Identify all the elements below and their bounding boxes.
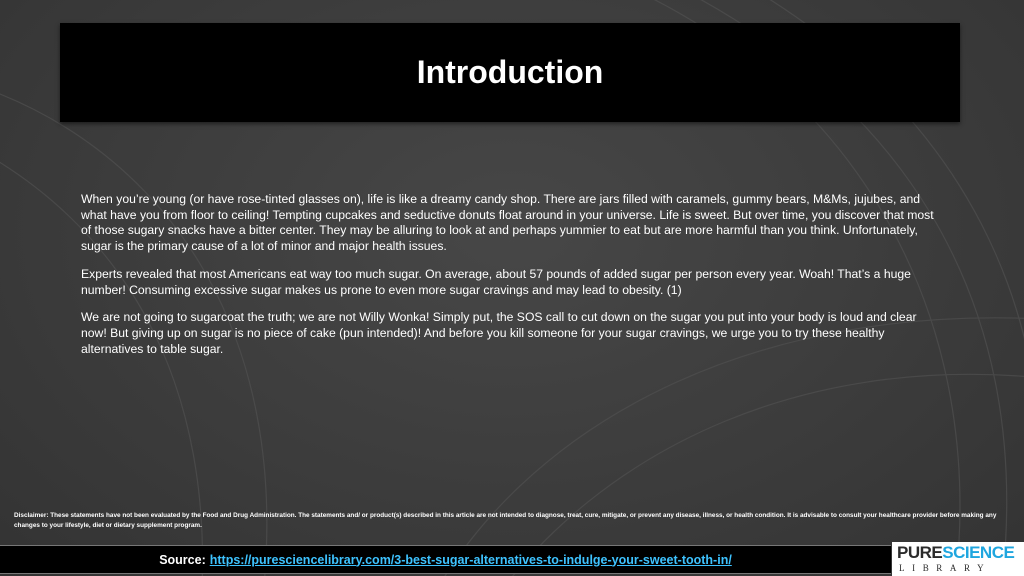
paragraph-3: We are not going to sugarcoat the truth; we are not Willy Wonka! Simply put, the SOS call to cut down on the sugar you put into your body is loud and clear now! But giving up on sugar is no piece of cake (pun intended)! And before you kill someone for your sugar cravings, we urge you to try these healthy alternatives to table sugar. (81, 310, 917, 356)
paragraph-2: Experts revealed that most Americans eat way too much sugar. On average, about 57 pounds of added sugar per person every year. Woah! That’s a huge number! Consuming excessive sugar makes us prone to even more sugar cravings and may lead to obesity. (1) (81, 266, 911, 297)
logo-library-text: LIBRARY (899, 563, 992, 573)
logo-science-text: SCIENCE (942, 543, 1015, 562)
slide-title: Introduction (416, 54, 604, 90)
logo-pure-text: PURE (897, 543, 943, 562)
pure-science-library-logo (892, 542, 1024, 576)
introduction-body (81, 192, 943, 369)
source-link[interactable]: https://puresciencelibrary.com/3-best-sugar-alternatives-to-indulge-your-sweet-tooth-in/ (209, 552, 732, 567)
logo-wordmark (897, 544, 1014, 562)
paragraph-1: When you’re young (or have rose-tinted glasses on), life is like a dreamy candy shop. There are jars filled with caramels, gummy bears, M&Ms, jujubes, and what have you from floor to ceiling! Tempting cupcakes and seductive donuts float around in your universe. Life is sweet. But over time, you discover that most of those sugary snacks have a bitter center. They may be alluring to look at and perhaps yummier to eat but are more harmful than you think. Unfortunately, sugar is the primary cause of a lot of minor and major health issues. (81, 192, 934, 254)
disclaimer-text: Disclaimer: These statements have not been evaluated by the Food and Drug Administration. The statements and/ or product(s) described in this article are not intended to diagnose, treat, cure, mitigate, or prevent any disease, illness, or health condition. It is advisable to consult your healthcare provider before making any changes to your lifestyle, diet or dietary supplement program. (14, 512, 997, 529)
source-bar (0, 545, 891, 574)
title-bar (60, 23, 960, 122)
source-label: Source: (159, 552, 206, 567)
